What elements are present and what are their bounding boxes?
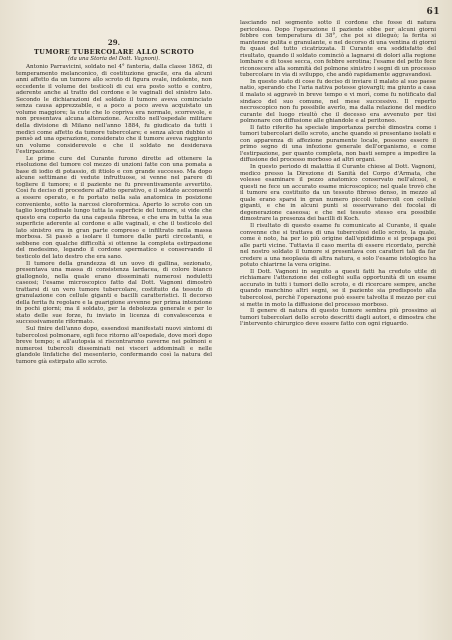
page-number: 61 [426, 7, 440, 17]
body-paragraph: In questo periodo di malattia il Curante chiese al Dott. Vagnoni, medico presso la Direzione di Sanità del Corpo d'Armata, che volesse esaminare il pezzo anatomico conservato nell'alcool, e questi ne fece un accurato esame microscopico; nel quale trovò che il tumore era costituito da un tessuto fibroso denso, in mezzo al quale erano sparsi in gran numero piccoli tubercoli con cellule giganti, e che in alcuni punti si osservavano dei focolai di degenerazione caseosa; e che nel tessuto stesso era possibile dimostrare la presenza dei bacilli di Koch. [240, 164, 436, 223]
body-paragraph: Il tumore della grandezza di un uovo di gallina, sezionato, presentava una massa di consistenza lardacea, di colore bianco giallognolo, nella quale erano disseminati numerosi noduletti caseosi; l'esame microscopico fatto dal Dott. Vagnoni dimostrò trattarsi di un vero tumore tubercolare, costituito da tessuto di granulazione con cellule giganti e bacilli caratteristici. Il decorso della ferita fu regolare e la guarigione avvenne per prima intenzione in pochi giorni; ma il soldato, per la debolezza generale e per lo stato delle sue forze, fu inviato in licenza di convalescenza e successivamente riformato. [16, 260, 212, 326]
body-paragraph: Sul finire dell'anno dopo, essendosi manifestati nuovi sintomi di tubercolosi polmonare, egli fece ritorno all'ospedale, dove morì dopo breve tempo; e all'autopsia si riscontrarono caverne nei polmoni e numerosi tubercoli disseminati nei visceri addominali e nelle glandole linfatiche del mesenterio, confermando così la natura del tumore già estirpato allo scroto. [16, 325, 212, 365]
body-paragraph: Il fatto riferito ha speciale importanza perchè dimostra come i tumori tubercolari dello scroto, anche quando si presentano isolati e con apparenza di affezione puramente locale, possono essere il primo segno di una infezione generale dell'organismo, e come l'estirpazione, per quanto completa, non basti sempre a impedire la diffusione del processo morboso ad altri organi. [240, 124, 436, 164]
right-column [240, 20, 436, 632]
body-paragraph: lasciando nel segmento sotto il cordone che fosse di natura pericolosa. Dopo l'operazione il paziente ebbe per alcuni giorni febbre con temperatura di 38°, che poi si dileguò; la ferita si mantenne pulita e granulante, e nel decorso di una ventina di giorni fu quasi del tutto cicatrizzata. Il Curante era soddisfatto del risultato, quando il soldato cominciò a lagnarsi di dolori alla regione lombare e di tosse secca, con febbre serotina; l'esame del petto fece riconoscere alla sommità del polmone sinistro i segni di un processo tubercolare in via di sviluppo, che andò rapidamente aggravandosi. [240, 20, 436, 79]
article-number: 29. [107, 38, 121, 47]
body-paragraph: Il genere di natura di questo tumore sembra più prossimo ai tumori tubercolari dello scroto descritti dagli autori, e dimostra che l'intervento chirurgico deve essere fatto con ogni riguardo. [240, 308, 436, 328]
left-column [16, 20, 212, 632]
body-paragraph: Le prime cure del Curante furono dirette ad ottenere la risoluzione del tumore col mezzo di unzioni fatte con una pomata a base di iodio di potassio, di ittiolo e con grande successo. Ma dopo alcune settimane di vedute infruttuose, si venne nel parere di togliere il tumore; e il paziente ne fu preventivamente avvertito. Così fu deciso di procedere all'atto operativo, e il soldato acconsentì a essere operato, e fu portato nella sala anatomica in posizione conveniente, sotto la narcosi cloroformica. Aperto lo scroto con un taglio longitudinale lungo tutta la superficie del tumore, si vide che questo era coperto da una capsula fibrosa, e che era in tutta la sua superficie aderente al cordone e alle vaginali, e che il testicolo del lato sinistro era in gran parte compreso e infiltrato nella massa morbosa. Si passò a isolare il tumore dalle parti circostanti, e sebbene con qualche difficoltà si ottenne la completa estirpazione del medesimo, legando il cordone spermatico e conservando il testicolo del lato destro che era sano. [16, 155, 212, 260]
body-paragraph: Antonio Parravicini, soldato nel 4° fanteria, dalla classe 1862, di temperamento melanconico, di costituzione gracile, era da alcuni anni affetto da un tumore allo scroto di figura ovale, indolente, non eccedente il volume dei testicoli di cui era posto sotto e contro, aderente anche al tratto del cordone e le vaginali del sinistro lato. Secondo le dichiarazioni del soldato il tumore aveva cominciato senza causa apprezzabile, e a poco a poco aveva acquistato un volume maggiore; la cute che lo copriva era normale, scorrevole, e non presentava alcuna alterazione. Accolto nell'ospedale militare della divisione di Milano nell'anno 1884, fu giudicato da tutti i medici come affetto da tumore tubercolare; e senza alcun dubbio si pensò ad una operazione, considerato che il tumore aveva raggiunto un volume considerevole e che il soldato ne desiderava l'estirpazione. [16, 64, 212, 156]
article-title: TUMORE TUBERCOLARE ALLO SCROTO [33, 47, 195, 56]
body-paragraph: Il risultato di questo esame fu comunicato al Curante, il quale convenne che si trattava di una tubercolosi dello scroto, la quale, come è noto, ha per lo più origine dall'epididimo e si propaga poi alle parti vicine. Tuttavia il caso merita di essere ricordato, perchè nel nostro soldato il tumore si presentava con caratteri tali da far credere a una neoplasia di altra natura, e solo l'esame istologico ha potuto chiarirne la vera origine. [240, 222, 436, 269]
body-paragraph: Il Dott. Vagnoni in seguito a questi fatti ha creduto utile di richiamare l'attenzione dei colleghi sulla opportunità di un esame accurato in tutti i tumori dello scroto, e di ricercare sempre, anche quando manchino altri segni, se il paziente sia predisposto alla tubercolosi, perchè l'operazione può essere talvolta il mezzo per cui si mette in moto la diffusione del processo morboso. [240, 268, 436, 308]
article-byline: (da una Storia del Dott. Vagnoni). [68, 55, 160, 62]
body-paragraph: In questo stato di cose fu deciso di inviare il malato al suo paese natio, sperando che l'aria nativa potesse giovargli; ma giunto a casa il malato si aggravò in breve tempo e vi morì, come fu notificato dal sindaco del suo comune, nel mese successivo. Il reperto necroscopico non fu possibile averlo, ma dalla relazione del medico curante del luogo risultò che il decesso era avvenuto per tisi polmonare con diffusione alle ghiandole e al peritoneo. [240, 78, 436, 125]
